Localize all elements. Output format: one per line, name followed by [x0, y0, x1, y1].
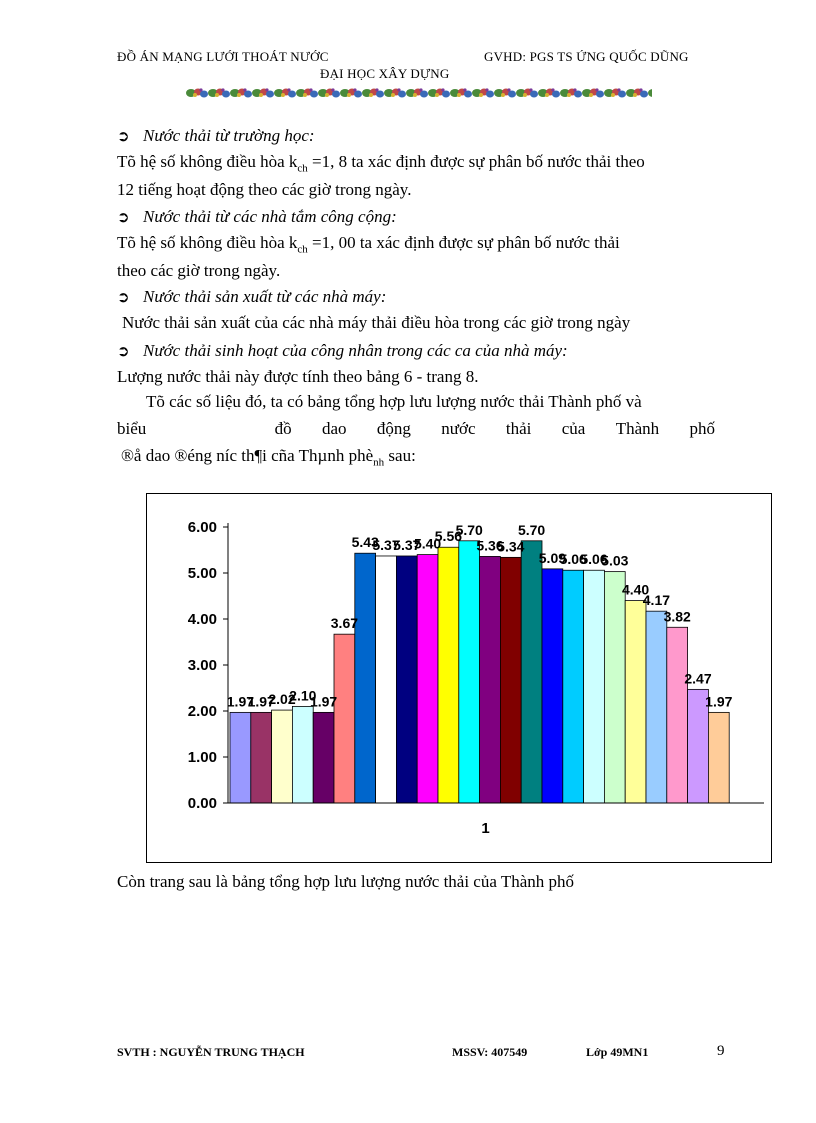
- bar-data-label: 2.02: [268, 691, 296, 708]
- footer-student: SVTH : NGUYỄN TRUNG THẠCH: [117, 1045, 305, 1059]
- bar: [272, 710, 293, 803]
- bar-data-label: 5.06: [580, 551, 608, 568]
- section-heading-bathhouses: ➲ Nước thải từ các nhà tắm công cộng:: [117, 207, 397, 226]
- footer-mssv: MSSV: 407549: [452, 1045, 528, 1059]
- bar: [313, 712, 334, 803]
- page-number: 9: [717, 1043, 725, 1059]
- paragraph-after-chart: Còn trang sau là bảng tổng hợp lưu lượng nước thải của Thành phố: [117, 872, 575, 891]
- bar-data-label: 5.37: [372, 536, 400, 553]
- bar: [646, 611, 667, 803]
- bar: [708, 712, 729, 803]
- header-center: ĐẠI HỌC XÂY DỰNG: [320, 66, 450, 81]
- header-right: GVHD: PGS TS ỨNG QUỐC DŨNG: [484, 49, 689, 64]
- paragraph-schools-line1: Tõ hệ số không điều hòa $k_{ch} =1$, 8 ta xác định được sự phân bố nước thải theo: [117, 152, 645, 175]
- decorative-border-ornament: [186, 86, 652, 100]
- bar-data-label: 3.82: [663, 608, 691, 625]
- bar-data-label: 1.97: [705, 693, 733, 710]
- bar: [438, 547, 459, 803]
- bar-data-label: 2.10: [289, 687, 317, 704]
- x-category-label: 1: [481, 820, 490, 837]
- bar: [542, 569, 563, 803]
- paragraph-summary-line2: biểu đồ dao động nước thải của Thành phố: [117, 419, 715, 438]
- bar-data-label: 5.43: [351, 534, 379, 551]
- arrow-bullet-icon: ➲: [117, 288, 130, 306]
- bar: [292, 706, 313, 803]
- footer-class: Lớp 49MN1: [586, 1045, 649, 1059]
- bar: [563, 570, 584, 803]
- bar: [667, 627, 688, 803]
- section-heading-schools: ➲ Nước thải từ trường học:: [117, 126, 315, 145]
- bar-data-label: 2.47: [684, 670, 712, 687]
- paragraph-factories: Nước thải sản xuất của các nhà máy thải điều hòa trong các giờ trong ngày: [122, 313, 631, 332]
- bar: [251, 712, 272, 803]
- paragraph-workers: Lượng nước thải này được tính theo bảng 6 - trang 8.: [117, 367, 479, 386]
- wastewater-fluctuation-chart: [146, 493, 772, 863]
- bar-data-label: 5.06: [559, 551, 587, 568]
- bar-data-label: 5.34: [497, 538, 525, 555]
- paragraph-summary-line1: Tõ các số liệu đó, ta có bảng tổng hợp lưu lượng nước thải Thành phố và: [146, 392, 642, 411]
- bar-data-label: 5.03: [601, 552, 629, 569]
- bar-data-label: 1.97: [226, 693, 255, 710]
- paragraph-bathhouses-line1: Tõ hệ số không điều hòa $k_{ch} =1$, 00 ta xác định được sự phân bố nước thải: [117, 233, 620, 256]
- bar: [376, 556, 397, 803]
- y-tick-label: 3.00: [187, 657, 217, 674]
- bar-data-label: 5.36: [476, 537, 504, 554]
- bar: [480, 556, 501, 803]
- bar-data-label: 4.17: [642, 592, 671, 609]
- bar-data-label: 3.67: [330, 615, 359, 632]
- bar: [417, 555, 438, 803]
- bar-chart-svg: [147, 494, 771, 862]
- section-heading-workers: ➲ Nước thải sinh hoạt của công nhân trong các ca của nhà máy:: [117, 341, 568, 360]
- bar: [500, 557, 521, 803]
- bar-data-label: 4.40: [621, 581, 650, 598]
- paragraph-summary-line3: ®å dao ®éng níc th¶i cña Thµnh phè$_{nh}$ sau:: [121, 446, 416, 469]
- bar-data-label: 5.40: [413, 535, 442, 552]
- section-heading-factories: ➲ Nước thải sản xuất từ các nhà máy:: [117, 287, 387, 306]
- y-tick-label: 5.00: [187, 565, 217, 582]
- bar: [625, 601, 646, 803]
- arrow-bullet-icon: ➲: [117, 208, 130, 226]
- bar-data-label: 5.37: [393, 536, 421, 553]
- bar: [584, 570, 605, 803]
- bar: [521, 541, 542, 803]
- bar-data-label: 1.97: [309, 693, 338, 710]
- bar: [334, 634, 355, 803]
- bar: [355, 553, 376, 803]
- bar-data-label: 5.56: [434, 528, 463, 545]
- y-tick-label: 4.00: [187, 611, 217, 628]
- arrow-bullet-icon: ➲: [117, 127, 130, 145]
- bar-data-label: 5.70: [517, 521, 546, 538]
- y-tick-label: 0.00: [187, 795, 217, 812]
- bar-data-label: 5.09: [538, 549, 567, 566]
- arrow-bullet-icon: ➲: [117, 342, 130, 360]
- paragraph-schools-line2: 12 tiếng hoạt động theo các giờ trong ngày.: [117, 180, 412, 199]
- y-tick-label: 6.00: [187, 519, 217, 536]
- bar-data-label: 1.97: [247, 693, 275, 710]
- paragraph-bathhouses-line2: theo các giờ trong ngày.: [117, 261, 281, 280]
- bar-data-label: 5.70: [455, 521, 483, 538]
- bar: [230, 712, 251, 803]
- bar: [604, 572, 625, 803]
- header-left: ĐỒ ÁN MẠNG LƯỚI THOÁT NƯỚC: [117, 49, 329, 64]
- y-tick-label: 2.00: [187, 703, 217, 720]
- y-tick-label: 1.00: [187, 749, 217, 766]
- bar: [459, 541, 480, 803]
- bar: [396, 556, 417, 803]
